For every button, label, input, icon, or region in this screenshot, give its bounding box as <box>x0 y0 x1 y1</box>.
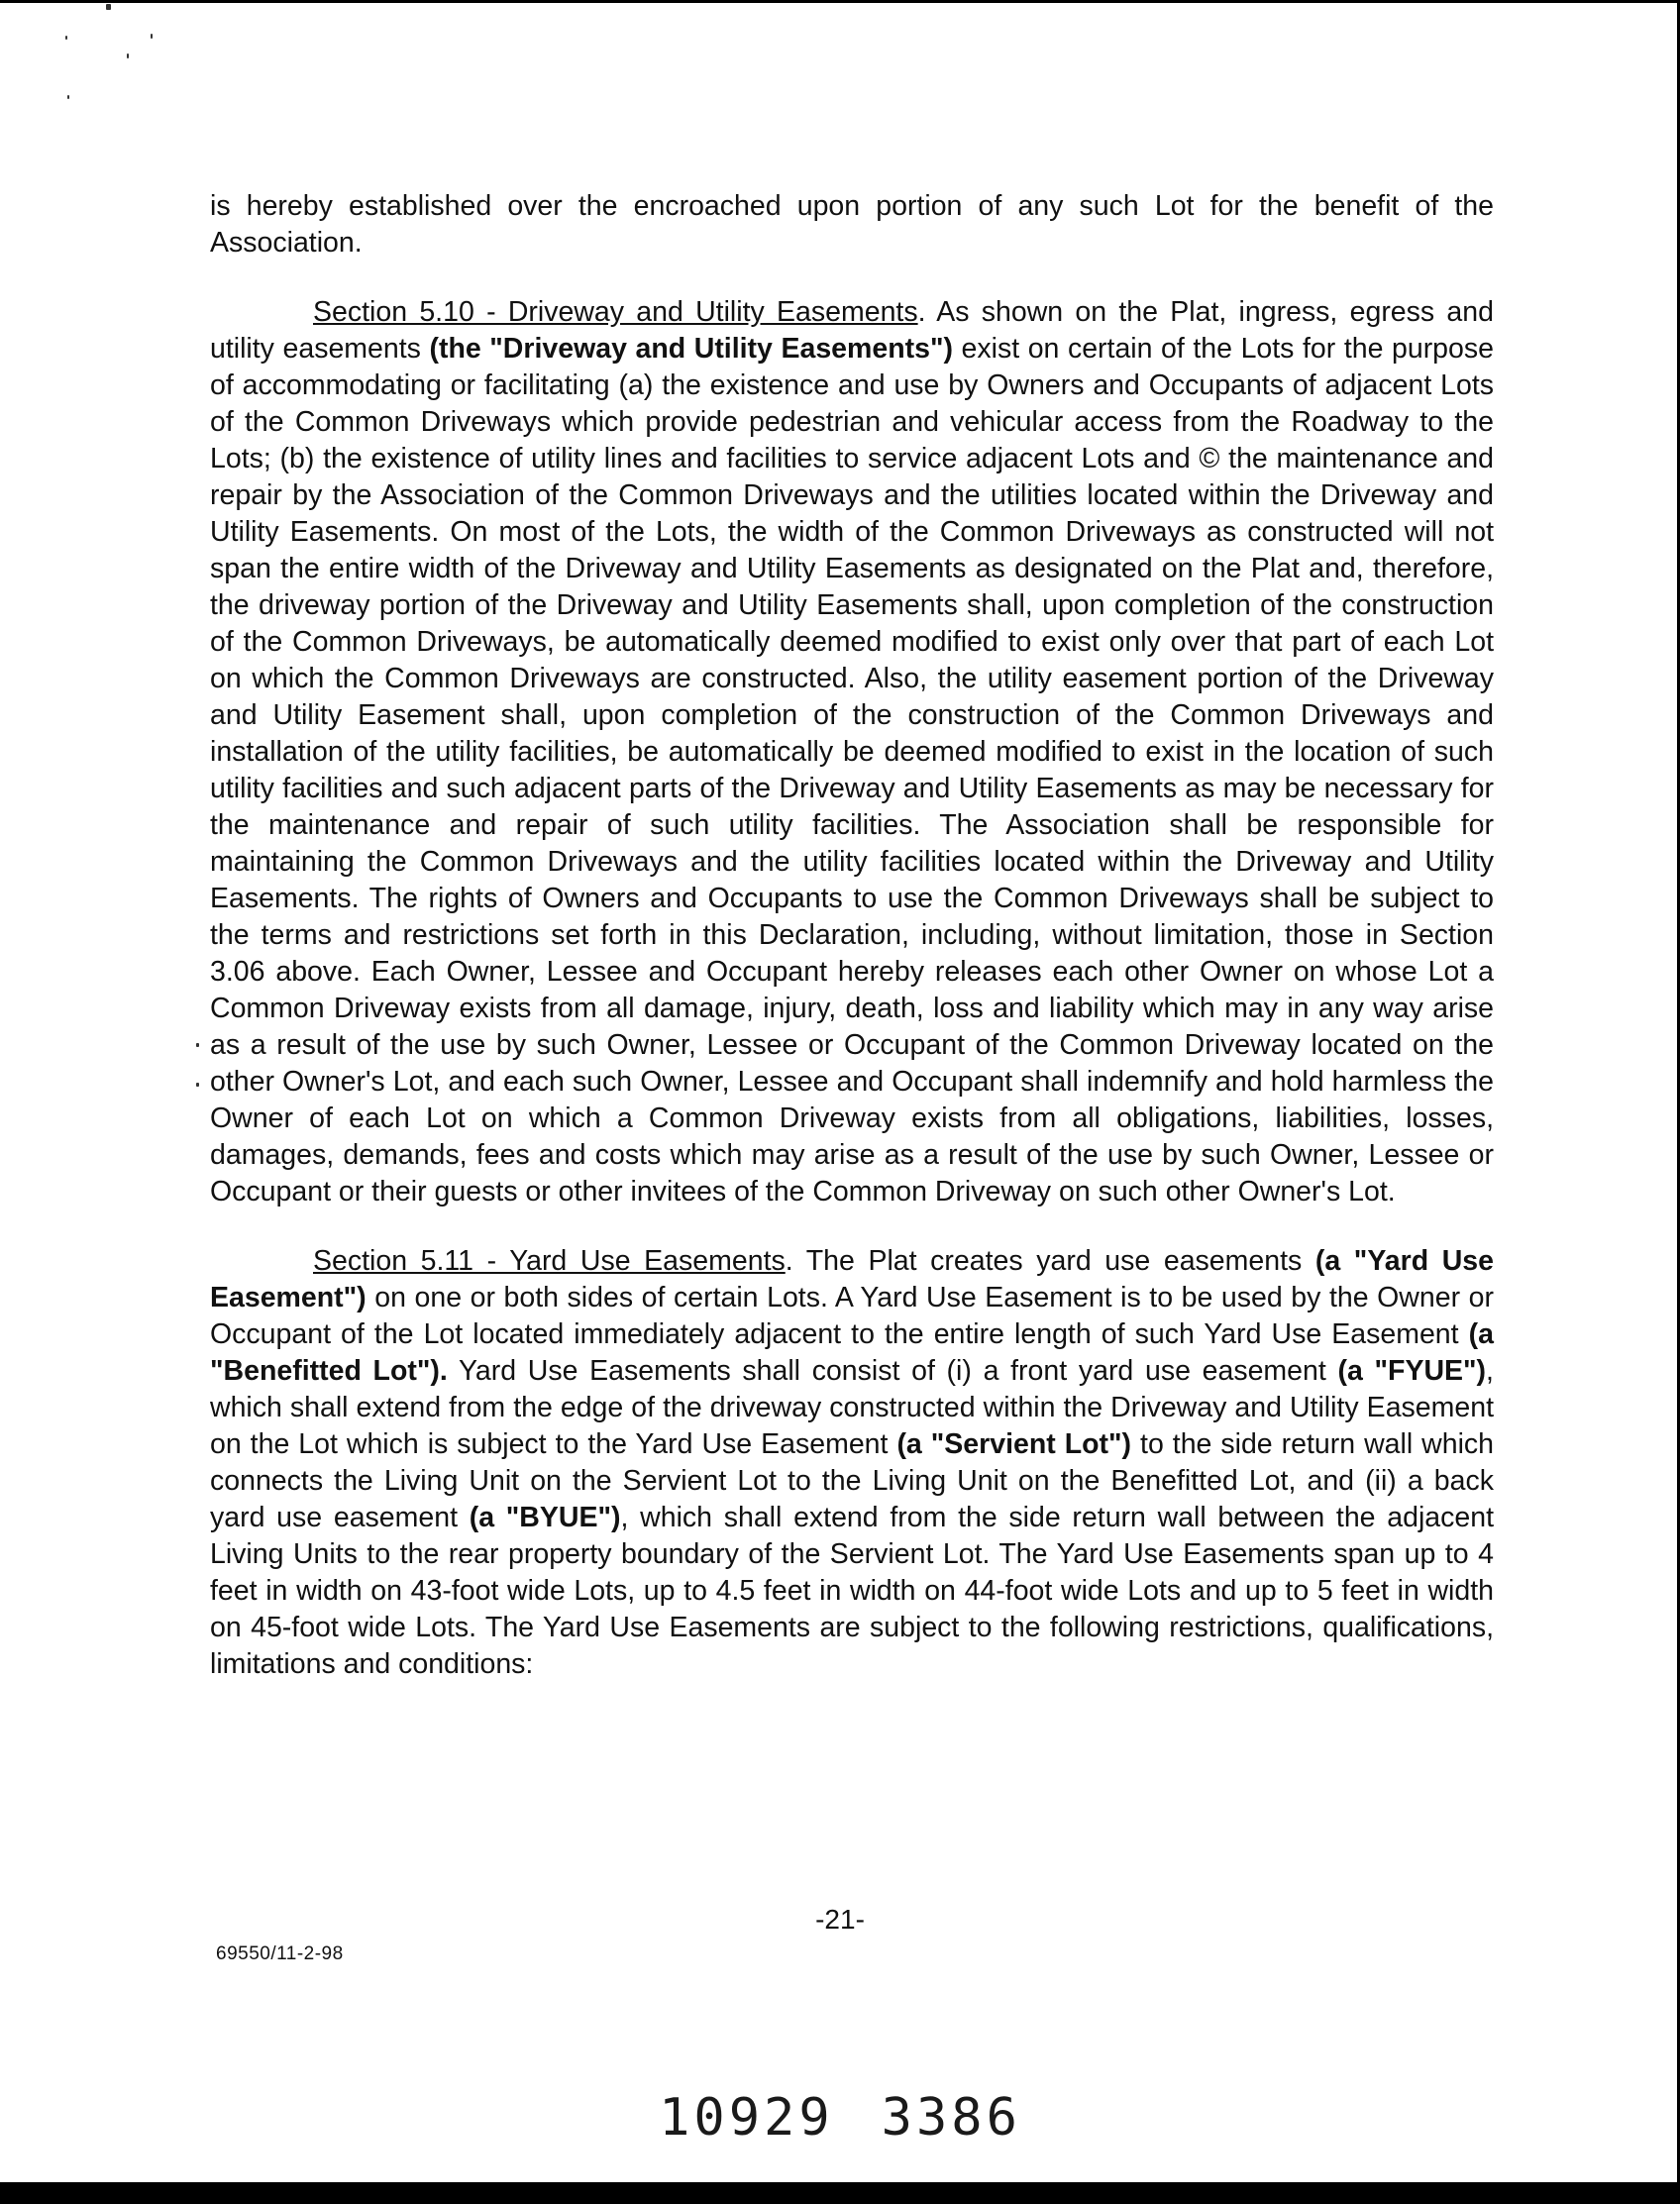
document-page <box>210 188 1494 1716</box>
section-5-11-text: , which shall extend from the side return wall between the adjacent Living Units to the rear property boundary of the Servient Lot. The Yard Use Easements span up to 4 feet in width on 43-foot wide Lots, up to 4.5 feet in width on 44-foot wide Lots and up to 5 feet in width on 45-foot wide Lots. The Yard Use Easements are subject to the following restrictions, qualifications, limitations and conditions: <box>210 1502 1494 1680</box>
section-5-10-paragraph <box>210 294 1494 1210</box>
section-5-11-defined-term: (a "FYUE") <box>1337 1355 1487 1387</box>
section-5-11-defined-term: (a "Yard Use Easement") <box>210 1245 1494 1313</box>
section-5-11-defined-term: (a "BYUE") <box>469 1502 621 1533</box>
record-book-number: 10929 <box>659 2088 834 2148</box>
scan-border-bottom <box>0 2182 1680 2204</box>
scan-speck <box>196 1083 199 1087</box>
section-5-11-defined-term: (a "Servient Lot") <box>896 1428 1132 1460</box>
section-5-10-defined-term: (the "Driveway and Utility Easements") <box>429 333 953 365</box>
recording-stamp <box>0 2088 1680 2148</box>
scan-speck <box>196 1043 199 1047</box>
scan-border-top <box>0 0 1680 3</box>
section-5-11-text: on one or both sides of certain Lots. A Yard Use Easement is to be used by the Owner or Occupant of the Lot located immediately adjacent to the entire length of such Yard Use Easement <box>210 1282 1494 1350</box>
scan-speck <box>67 95 69 99</box>
section-5-11-text: . The Plat creates yard use easements <box>785 1245 1315 1277</box>
section-5-11-text: to the side return wall which connects the Living Unit on the Servient Lot to the Living Unit on the Benefitted Lot, and (ii) a back yard use easement <box>210 1428 1495 1533</box>
page-number: -21- <box>815 1904 865 1935</box>
section-5-11-paragraph <box>210 1243 1494 1683</box>
section-5-10-heading: Section 5.10 - Driveway and Utility Easements <box>313 296 918 328</box>
record-page-number: 3386 <box>881 2088 1021 2148</box>
section-5-10-text: . As shown on the Plat, ingress, egress and utility easements <box>210 296 1494 365</box>
document-id: 69550/11-2-98 <box>216 1943 344 1964</box>
section-5-11-heading: Section 5.11 - Yard Use Easements <box>313 1245 786 1277</box>
scan-speck <box>151 34 153 39</box>
section-5-10-text: exist on certain of the Lots for the purpose of accommodating or facilitating (a) the existence and use by Owners and Occupants of adjacent Lots of the Common Driveways which provide pedestrian and vehicular access from the Roadway to the Lots; (b) the existence of utility lines and facilities to service adjacent Lots and © the maintenance and repair by the Association of the Common Driveways and the utilities located within the Driveway and Utility Easements. On most of the Lots, the width of the Common Driveways as constructed will not span the entire width of the Driveway and Utility Easements as designated on the Plat and, therefore, the driveway portion of the Driveway and Utility Easements shall, upon completion of the construction of the Common Driveways, be automatically deemed modified to exist only over that part of each Lot on which the Common Driveways are constructed. Also, the utility easement portion of the Driveway and Utility Easement shall, upon completion of the construction of the Common Driveways and installation of the utility facilities, be automatically be deemed modified to exist in the location of such utility facilities and such adjacent parts of the Driveway and Utility Easements as may be necessary for the maintenance and repair of such utility facilities. The Association shall be responsible for maintaining the Common Driveways and the utility facilities located within the Driveway and Utility Easements. The rights of Owners and Occupants to use the Common Driveways shall be subject to the terms and restrictions set forth in this Declaration, including, without limitation, those in Section 3.06 above. Each Owner, Lessee and Occupant hereby releases each other Owner on whose Lot a Common Driveway exists from all damage, injury, death, loss and liability which may in any way arise as a result of the use by such Owner, Lessee or Occupant of the Common Driveway located on the other Owner's Lot, and each such Owner, Lessee and Occupant shall indemnify and hold harmless the Owner of each Lot on which a Common Driveway exists from all obligations, liabilities, losses, damages, demands, fees and costs which may arise as a result of the use by such Owner, Lessee or Occupant or their guests or other invitees of the Common Driveway on such other Owner's Lot. <box>210 333 1494 1207</box>
section-5-11-text: Yard Use Easements shall consist of (i) a front yard use easement <box>447 1355 1338 1387</box>
section-5-11-defined-term: (a "Benefitted Lot"). <box>210 1318 1494 1387</box>
section-5-11-text: , which shall extend from the edge of the driveway constructed within the Driveway and Utility Easement on the Lot which is subject to the Yard Use Easement <box>210 1355 1494 1460</box>
scan-speck <box>106 4 111 10</box>
scan-speck <box>127 53 129 58</box>
intro-paragraph: is hereby established over the encroached upon portion of any such Lot for the benefit of the Association. <box>210 190 1494 259</box>
scan-speck <box>65 36 67 40</box>
